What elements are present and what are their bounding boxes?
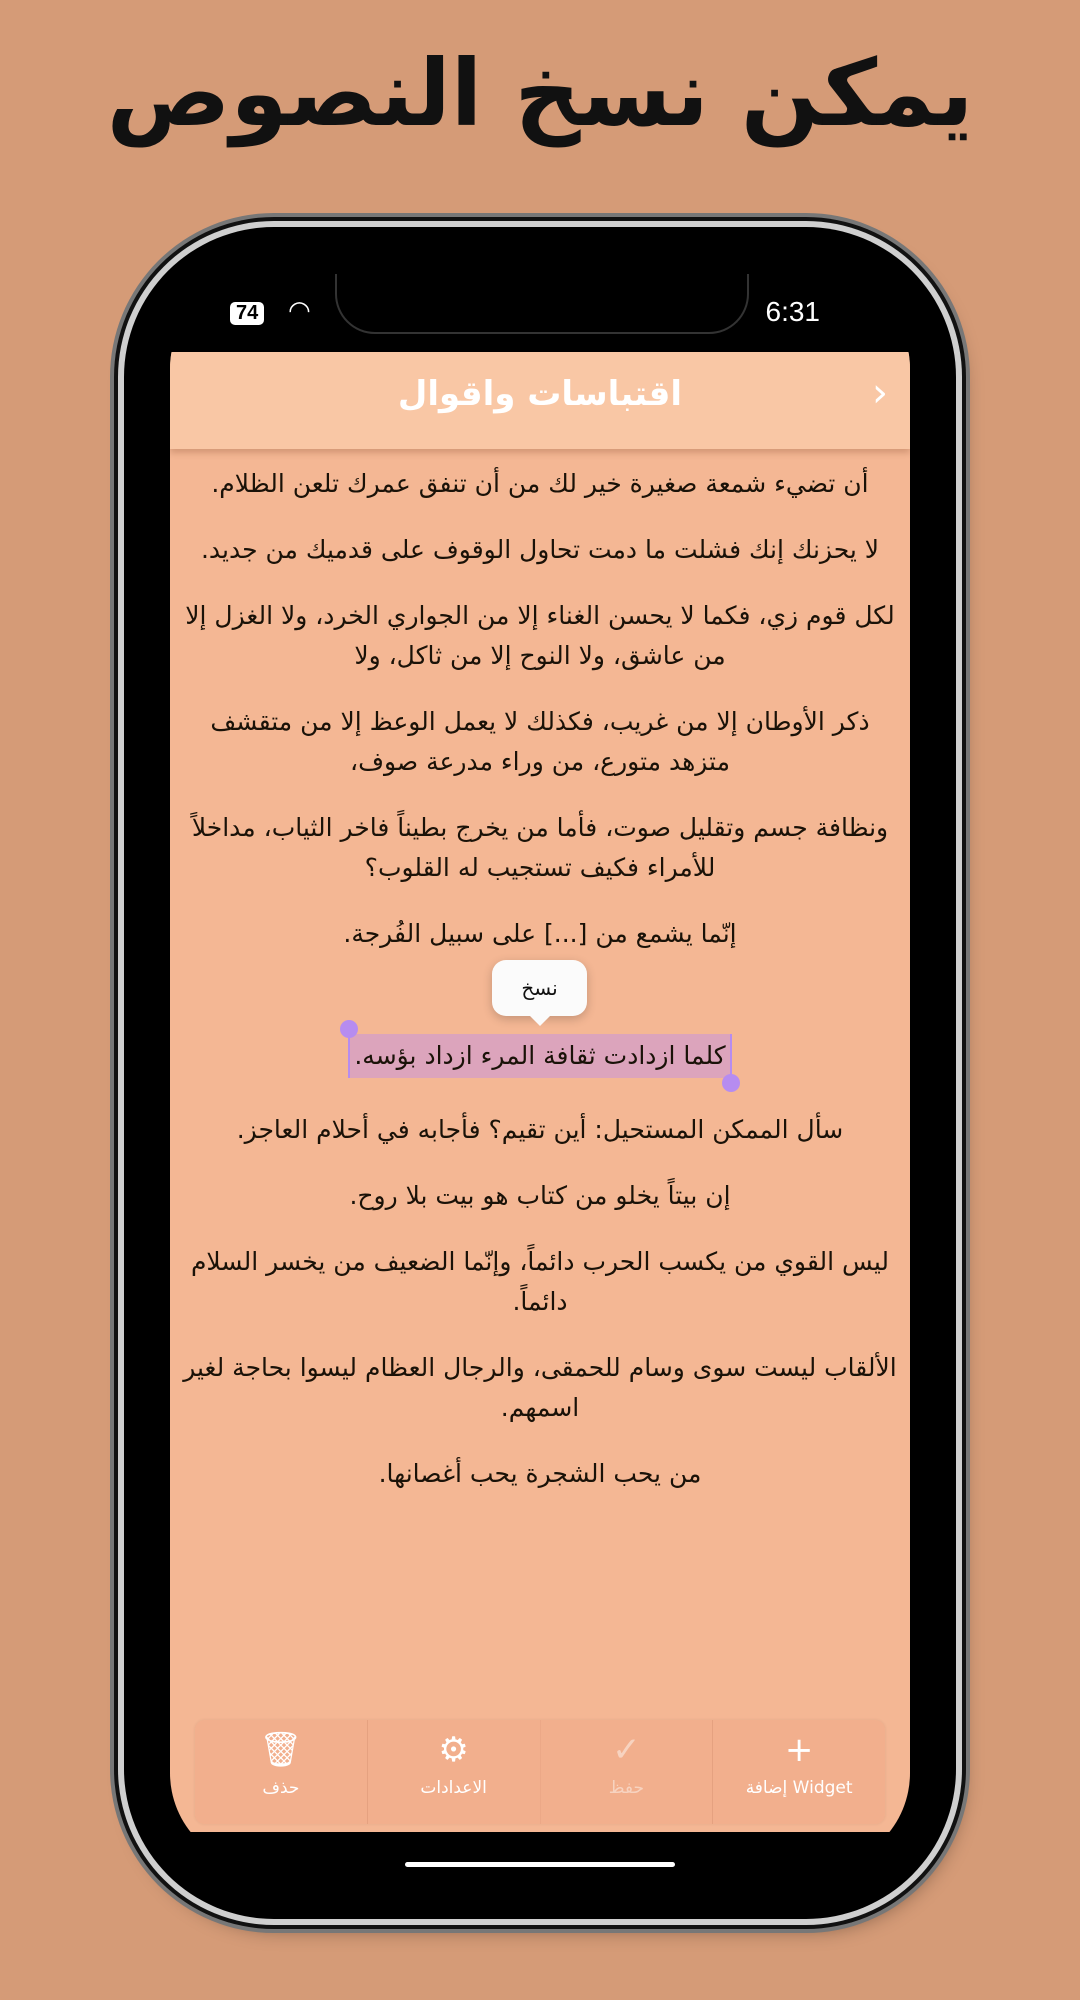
add-widget-button[interactable]	[712, 1720, 885, 1824]
back-chevron-icon[interactable]: ›	[872, 370, 888, 416]
quote-item[interactable]: أن تضيء شمعة صغيرة خير لك من أن تنفق عمرك تلعن الظلام.	[211, 469, 869, 498]
selection-start-handle[interactable]	[340, 1020, 358, 1038]
delete-label: حذف	[262, 1778, 300, 1798]
quotes-content[interactable]	[170, 352, 910, 1832]
add-widget-label: إضافة Widget	[745, 1778, 853, 1798]
gear-icon: ⚙	[438, 1730, 469, 1770]
settings-button[interactable]	[367, 1720, 540, 1824]
quote-item[interactable]: ذكر الأوطان إلا من غريب، فكذلك لا يعمل الوعظ إلا من متقشف متزهد متورع، من وراء مدرعة صوف،	[210, 707, 870, 776]
home-indicator[interactable]	[405, 1862, 675, 1867]
quote-item[interactable]: لا يحزنك إنك فشلت ما دمت تحاول الوقوف على قدميك من جديد.	[200, 535, 880, 564]
quote-item-selected[interactable]	[348, 1034, 731, 1078]
wifi-icon: ◠	[288, 296, 311, 326]
quote-item[interactable]: سأل الممكن المستحيل: أين تقيم؟ فأجابه في أحلام العاجز.	[236, 1115, 844, 1144]
copy-button[interactable]: نسخ	[492, 960, 587, 1016]
notch	[335, 274, 749, 334]
settings-label: الاعدادات	[420, 1778, 487, 1798]
save-label: حفظ	[608, 1778, 644, 1798]
app-header	[170, 352, 910, 449]
selection-end-handle[interactable]	[722, 1074, 740, 1092]
quote-item[interactable]: ونظافة جسم وتقليل صوت، فأما من يخرج بطيناً فاخر الثياب، مداخلاً للأمراء فكيف تستجيب له القلوب؟	[191, 813, 889, 882]
checkmark-icon: ✓	[612, 1730, 641, 1770]
quotes-list	[180, 464, 900, 1494]
page-title: اقتباسات واقوال	[397, 374, 683, 414]
plus-icon: +	[784, 1730, 814, 1770]
quote-item[interactable]: إنّما يشمع من [...] على سبيل الفُرجة.	[343, 919, 737, 948]
phone-screen	[170, 274, 910, 1868]
delete-button[interactable]	[195, 1720, 367, 1824]
quote-item[interactable]: الألقاب ليست سوى وسام للحمقى، والرجال العظام ليسوا بحاجة لغير اسمهم.	[183, 1353, 897, 1422]
quote-item[interactable]: لكل قوم زي، فكما لا يحسن الغناء إلا من الجواري الخرد، ولا الغزل إلا من عاشق، ولا النوح إلا من ثاكل، ولا	[185, 601, 895, 670]
status-time: 6:31	[765, 296, 820, 327]
phone-frame	[124, 227, 956, 1919]
selected-quote-wrapper	[180, 976, 900, 1078]
quote-item[interactable]: ليس القوي من يكسب الحرب دائماً، وإنّما الضعيف من يخسر السلام دائماً.	[190, 1247, 890, 1316]
save-button[interactable]	[540, 1720, 713, 1824]
promo-heading: يمكن نسخ النصوص	[106, 40, 974, 147]
quote-item[interactable]: من يحب الشجرة يحب أغصانها.	[378, 1459, 702, 1488]
quote-item[interactable]: إن بيتاً يخلو من كتاب هو بيت بلا روح.	[349, 1181, 731, 1210]
battery-icon: 74	[230, 302, 264, 325]
selected-quote-text: كلما ازدادت ثقافة المرء ازداد بؤسه.	[354, 1041, 726, 1070]
trash-icon: 🗑	[259, 1730, 303, 1770]
bottom-toolbar	[195, 1720, 885, 1824]
